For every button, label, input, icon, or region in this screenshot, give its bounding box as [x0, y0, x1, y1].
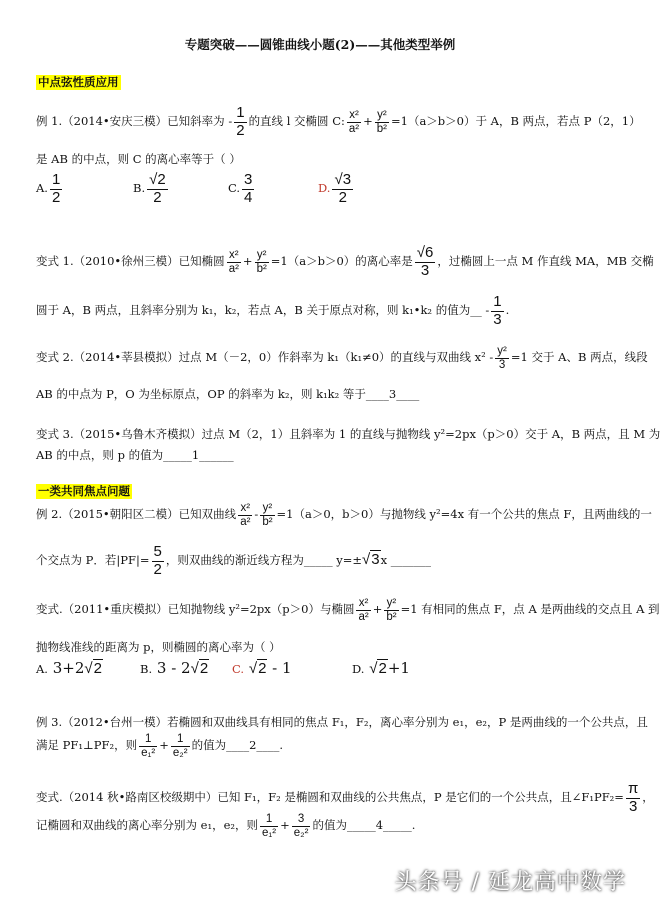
example-2-line-1: 例 2.（2015•朝阳区二模）已知双曲线 $\frac{\text{x²}}{\text{a²}}$ - $\frac{\text{y²}}{\text{b²}}$ =1（a＞0，b＞0）与抛物线 y²=4x 有一个公共的焦点 F，且两曲线的一: [36, 502, 652, 528]
variant-1-line-1: 变式 1.（2010•徐州三模）已知椭圆 $\frac{\text{x²}}{\text{a²}}$ + $\frac{\text{y²}}{\text{b²}}$ =1（a＞b＞0）的离心率是 $\frac{√6}{3}$ ，过椭圆上一点 M 作直线 MA，MB 交椭: [36, 244, 654, 279]
option-a: A. $\frac{1}{2}$: [36, 171, 61, 206]
example-1-line-2: 是 AB 的中点，则 C 的离心率等于（ ）: [36, 152, 241, 166]
option-d-answer: D. $\frac{√3}{2}$: [318, 171, 352, 206]
variant-3-line-2: AB 的中点，则 p 的值为_____1______: [36, 448, 234, 462]
variant-1-line-2: 圆于 A，B 两点，且斜率分别为 k₁，k₂，若点 A，B 关于原点对称，则 k₁•k₂ 的值为__ - $\frac{1}{3}$ .: [36, 293, 510, 328]
variant-2-line-1: 变式 2.（2014•莘县模拟）过点 M（－2，0）作斜率为 k₁（k₁≠0）的直线与双曲线 x² - $\frac{\text{y²}}{3}$ =1 交于 A、B 两点，线段: [36, 345, 648, 371]
option-a: A. 3+2√2: [36, 659, 102, 677]
variant-3-line-1: 变式 3.（2015•乌鲁木齐模拟）过点 M（2，1）且斜率为 1 的直线与抛物线 y²=2px（p＞0）交于 A，B 两点，且 M 为: [36, 427, 660, 441]
example-3-variant-line-2: 记椭圆和双曲线的离心率分别为 e₁，e₂，则 $\frac{1}{\text{e₁²}}$ + $\frac{3}{\text{e₂²}}$ 的值为_____4_____.: [36, 813, 416, 839]
option-d: D. √2+1: [352, 659, 410, 677]
section-heading-common-focus: 一类共同焦点问题: [38, 484, 130, 498]
example-3-line-1: 例 3.（2012•台州一模）若椭圆和双曲线具有相同的焦点 F₁，F₂，离心率分别为 e₁，e₂，P 是两曲线的一个公共点，且: [36, 715, 648, 729]
document-title: 专题突破——圆锥曲线小题(2)——其他类型举例: [184, 37, 456, 52]
example-2-variant-line-1: 变式.（2011•重庆模拟）已知抛物线 y²=2px（p＞0）与椭圆 $\frac{\text{x²}}{\text{a²}}$ + $\frac{\text{y²}}{\text{b²}}$ =1 有相同的焦点 F，点 A 是两曲线的交点且 A 到: [36, 597, 660, 623]
variant-2-line-2: AB 的中点为 P，O 为坐标原点，OP 的斜率为 k₂，则 k₁k₂ 等于____3____: [36, 387, 420, 401]
option-c: C. $\frac{3}{4}$: [228, 171, 253, 206]
example-2-variant-line-2: 抛物线准线的距离为 p，则椭圆的离心率为（ ）: [36, 640, 281, 654]
option-b: B. $\frac{√2}{2}$: [133, 171, 166, 206]
example-2-line-2: 个交点为 P．若|PF|= $\frac{5}{2}$ ，则双曲线的渐近线方程为_____ y=±√3x _______: [36, 543, 432, 578]
example-3-line-2: 满足 PF₁⊥PF₂，则 $\frac{1}{\text{e₁²}}$ + $\frac{1}{\text{e₂²}}$ 的值为____2____.: [36, 733, 284, 759]
example-1-line-1: 例 1.（2014•安庆三模）已知斜率为 - $\frac{1}{2}$ 的直线 l 交椭圆 C: $\frac{\text{x²}}{\text{a²}}$ + $\frac{\text{y²}}{\text{b²}}$ =1（a＞b＞0）于 A，B 两点，若点 P（2，1）: [36, 104, 641, 139]
option-c-answer: C. √2 - 1: [232, 659, 292, 677]
fraction: $\frac{1}{2}$: [236, 104, 245, 139]
section-heading-midpoint: 中点弦性质应用: [38, 75, 119, 89]
watermark: 头条号 / 延龙高中数学: [394, 869, 626, 895]
option-b: B. 3 - 2√2: [140, 659, 209, 677]
example-3-variant-line-1: 变式.（2014 秋•路南区校级期中）已知 F₁，F₂ 是椭圆和双曲线的公共焦点，P 是它们的一个公共点，且∠F₁PF₂= $\frac{\pi}{3}$ ，: [36, 780, 654, 815]
